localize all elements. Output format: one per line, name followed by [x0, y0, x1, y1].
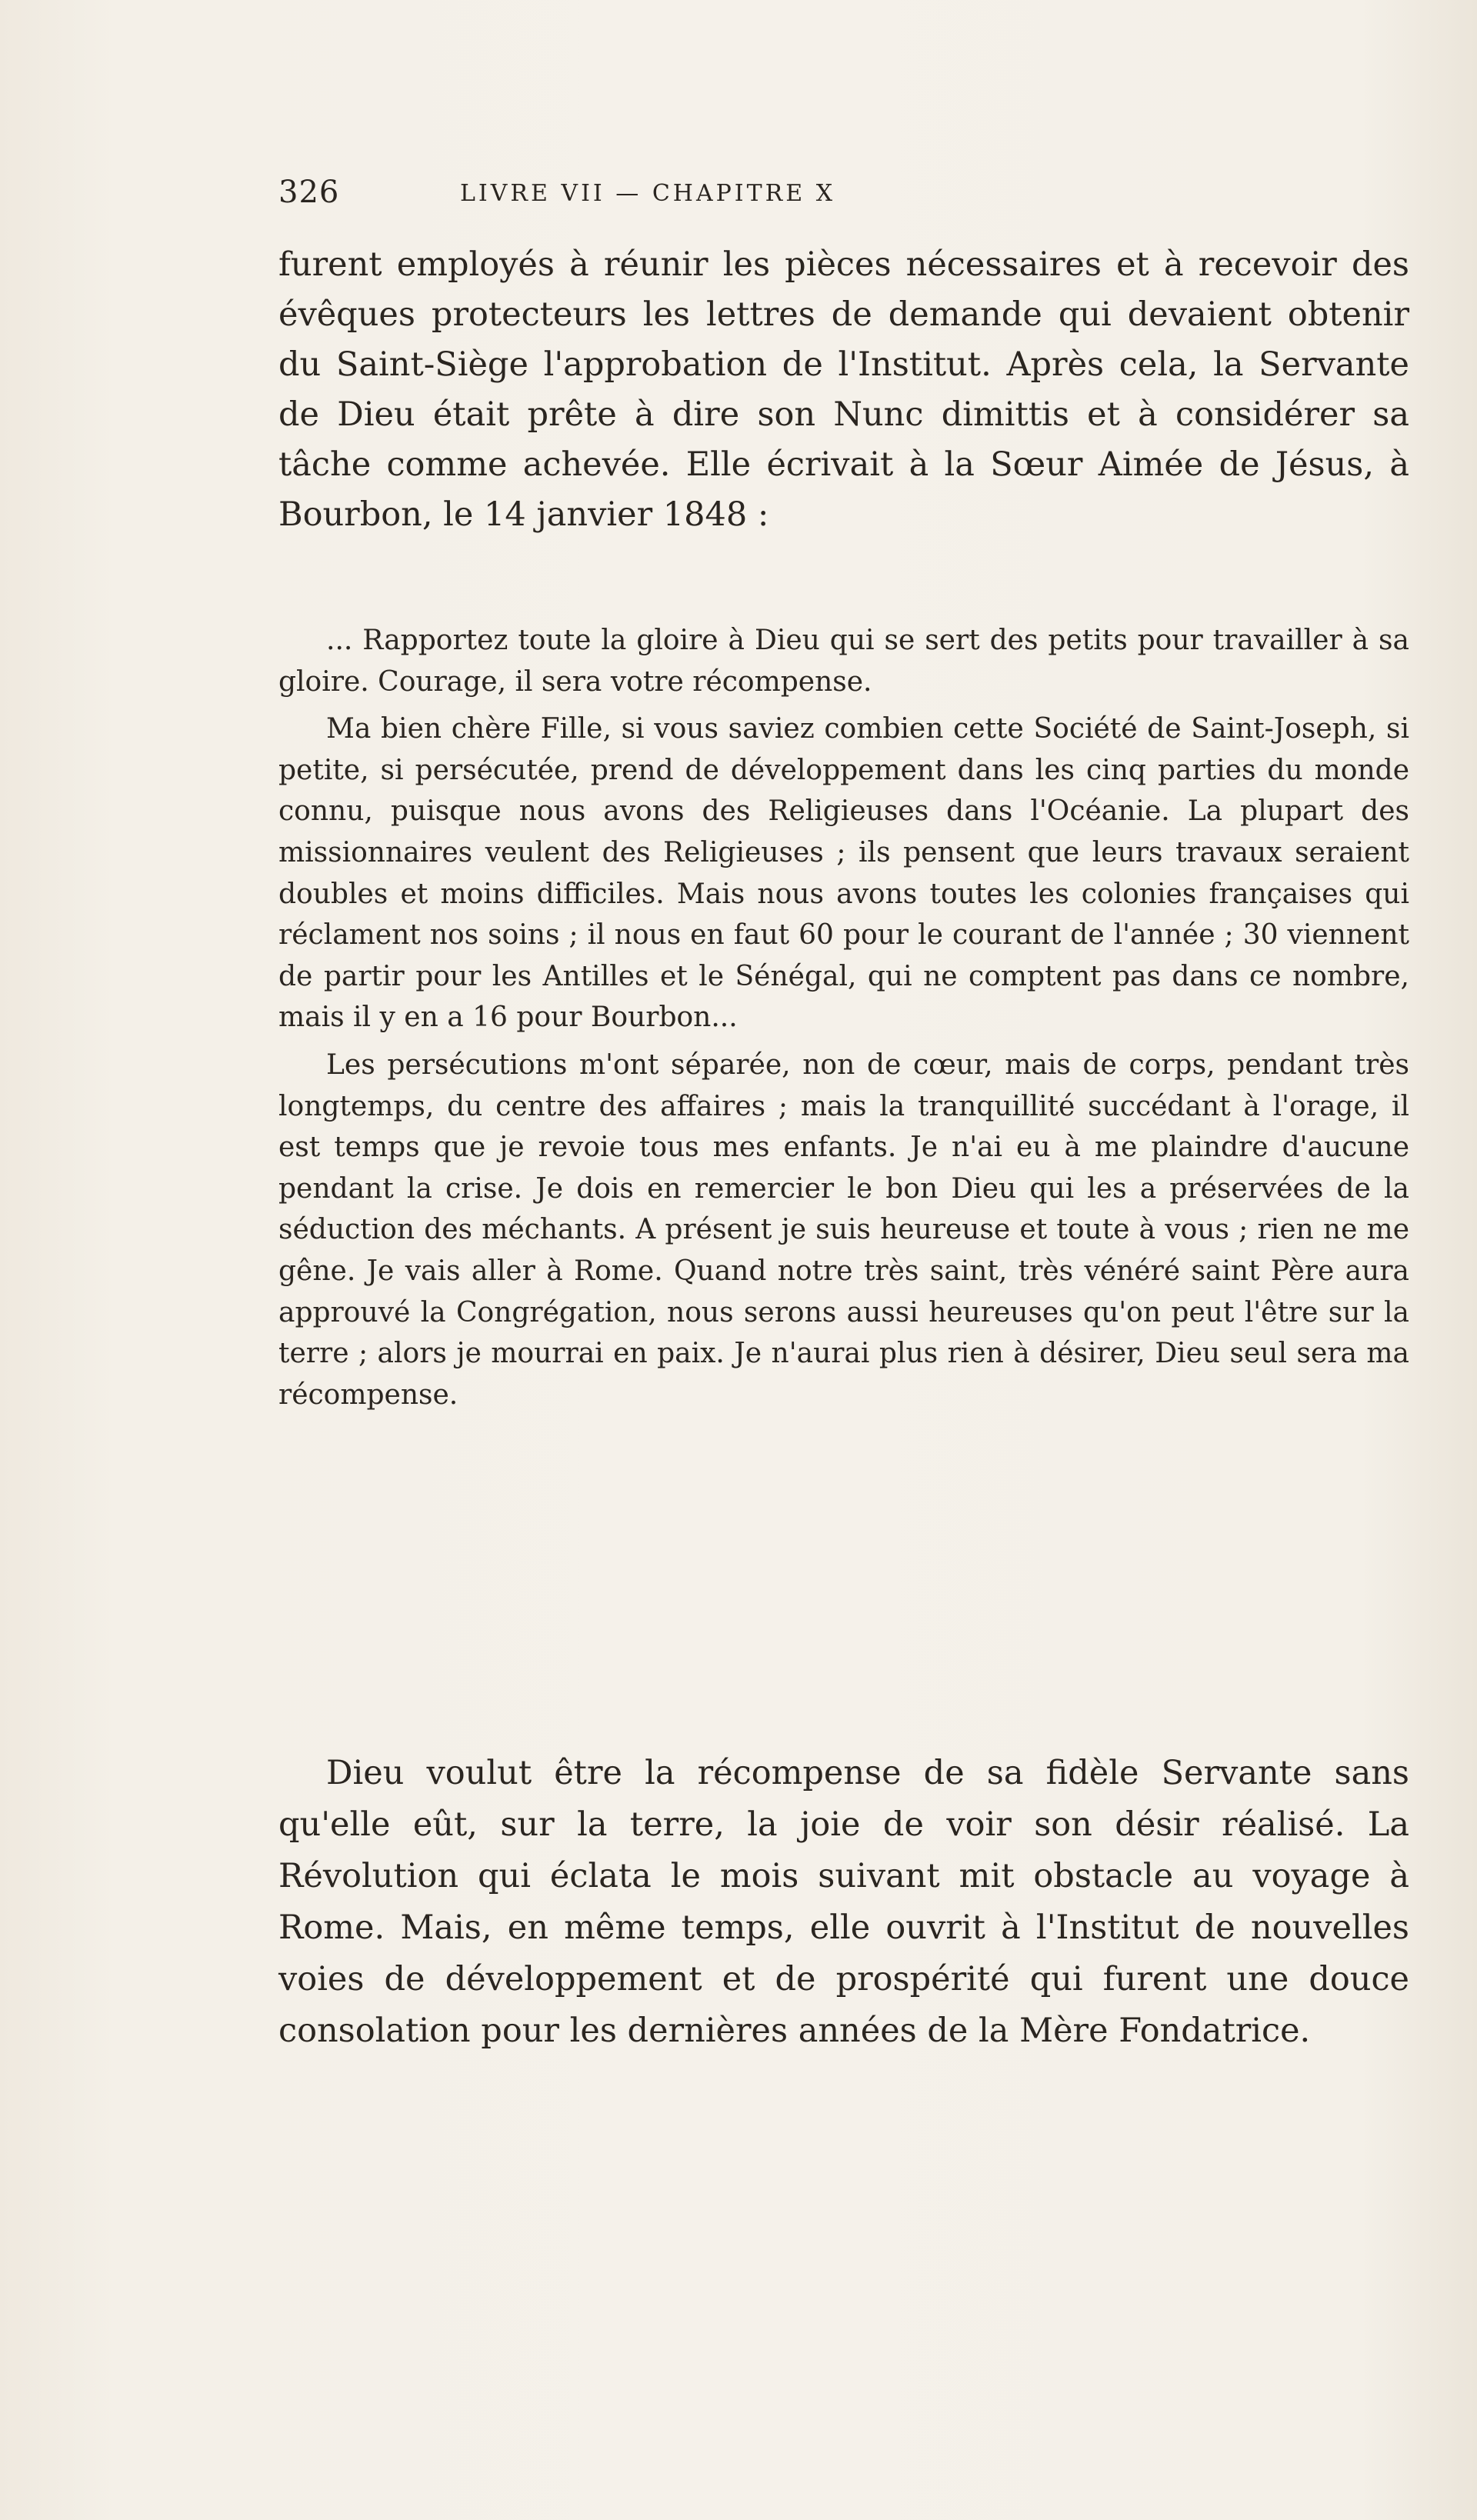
main-text-block-top [278, 240, 1409, 540]
page-number: 326 [278, 175, 340, 210]
main-text-block-bottom [278, 1748, 1409, 2057]
paragraph-1: furent employés à réunir les pièces nécessaires et à recevoir des évêques protecteurs les lettres de demande qui devaient obtenir du Saint-Siège l'approbation de l'Institut. Après cela, la Servante de Dieu était prête à dire son Nunc dimittis et à considérer sa tâche comme achevée. Elle écrivait à la Sœur Aimée de Jésus, à Bourbon, le 14 janvier 1848 : [278, 245, 1409, 534]
quote-paragraph-2: Ma bien chère Fille, si vous saviez combien cette Société de Saint-Joseph, si petite, si persécutée, prend de développement dans les cinq parties du monde connu, puisque nous avons des Religieuses dans l'Océanie. La plupart des missionnaires veulent des Religieuses ; ils pensent que leurs travaux seraient doubles et moins difficiles. Mais nous avons toutes les colonies françaises qui réclament nos soins ; il nous en faut 60 pour le courant de l'année ; 30 viennent de partir pour les Antilles et le Sénégal, qui ne comptent pas dans ce nombre, mais il y en a 16 pour Bourbon... [278, 713, 1409, 1034]
paragraph-2: Dieu voulut être la récompense de sa fidèle Servante sans qu'elle eût, sur la terre, la joie de voir son désir réalisé. La Révolution qui éclata le mois suivant mit obstacle au voyage à Rome. Mais, en même temps, elle ouvrit à l'Institut de nouvelles voies de développement et de prospérité qui furent une douce consolation pour les dernières années de la Mère Fondatrice. [278, 1754, 1409, 2050]
quote-paragraph-3: Les persécutions m'ont séparée, non de cœur, mais de corps, pendant très longtemps, du centre des affaires ; mais la tranquillité succédant à l'orage, il est temps que je revoie tous mes enfants. Je n'ai eu à me plaindre d'aucune pendant la crise. Je dois en remercier le bon Dieu qui les a préservées de la séduction des méchants. A présent je suis heureuse et toute à vous ; rien ne me gêne. Je vais aller à Rome. Quand notre très saint, très vénéré saint Père aura approuvé la Congrégation, nous serons aussi heureuses qu'on peut l'être sur la terre ; alors je mourrai en paix. Je n'aurai plus rien à désirer, Dieu seul sera ma récompense. [278, 1048, 1409, 1411]
running-head: LIVRE VII — CHAPITRE X [459, 180, 836, 207]
quoted-letter [278, 620, 1409, 1415]
quote-paragraph-1: ... Rapportez toute la gloire à Dieu qui se sert des petits pour travailler à sa gloire. Courage, il sera votre récompense. [278, 625, 1409, 698]
page-header [278, 171, 1048, 217]
